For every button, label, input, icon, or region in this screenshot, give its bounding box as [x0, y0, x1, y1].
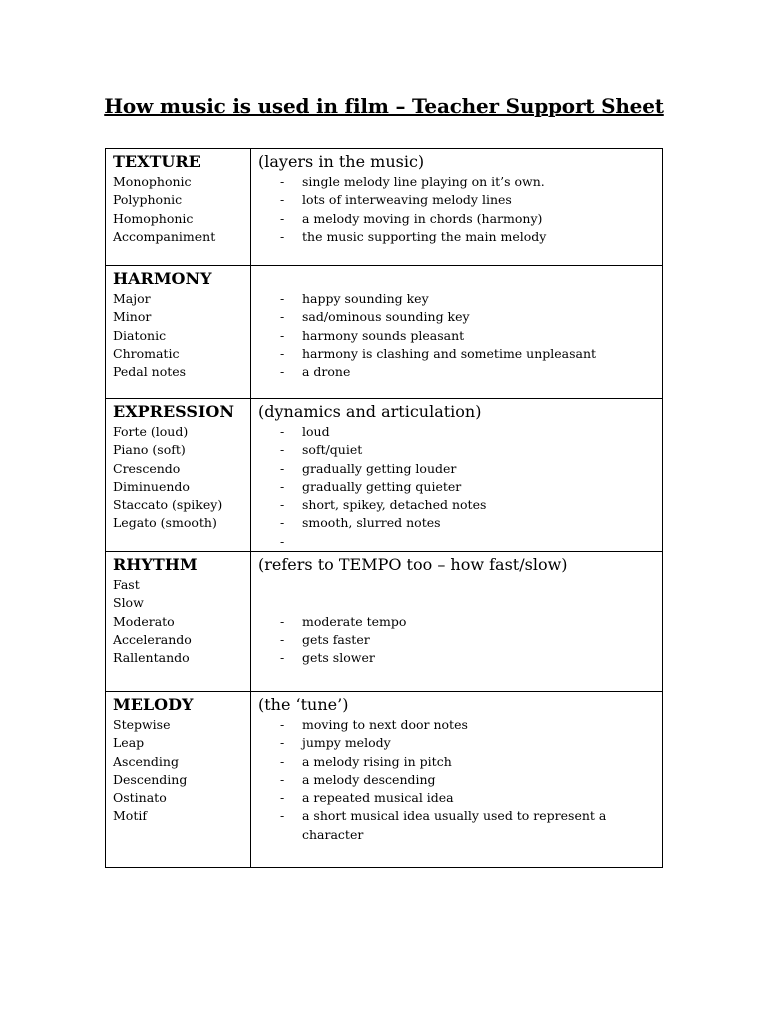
section-subtitle: (the ‘tune’) [258, 695, 349, 714]
section-heading: HARMONY [113, 269, 212, 288]
table-row-melody [106, 692, 663, 868]
section-heading: MELODY [113, 695, 194, 714]
term-cell [106, 149, 251, 266]
term: Minor [113, 309, 152, 325]
term-cell [106, 552, 251, 692]
definition-item: - a melody rising in pitch [280, 753, 452, 769]
term: Moderato [113, 613, 175, 629]
definition-item: - a short musical idea usually used to represent a character [280, 808, 607, 842]
definition-item: - the music supporting the main melody [280, 228, 547, 244]
definition-cell [251, 552, 663, 692]
definition-item: - gradually getting louder [280, 460, 457, 476]
term-cell [106, 692, 251, 868]
term: Descending [113, 771, 188, 787]
term: Major [113, 291, 151, 306]
page-title: How music is used in film – Teacher Support Sheet [104, 94, 664, 118]
term: Forte (loud) [113, 424, 189, 439]
definition-item: - short, spikey, detached notes [280, 497, 487, 513]
definition-item: - moving to next door notes [280, 717, 468, 732]
definition-item: - a melody descending [280, 771, 436, 787]
term: Polyphonic [113, 192, 183, 208]
section-subtitle: (refers to TEMPO too – how fast/slow) [258, 555, 568, 574]
term: Monophonic [113, 174, 192, 189]
definition-cell [251, 149, 663, 266]
term: Staccato (spikey) [113, 497, 223, 513]
definition-item: - loud [280, 424, 330, 439]
table-row-expression [106, 399, 663, 552]
section-heading: EXPRESSION [113, 402, 234, 421]
definition-cell [251, 692, 663, 868]
term: Crescendo [113, 460, 181, 476]
definition-cell: (dynamics and articulation) - loud - soft/quiet - gradually getting louder - gradually getting quieter - short, spikey, detached notes - smooth, slurred notes - [251, 399, 663, 552]
term: Chromatic [113, 345, 180, 361]
table-row-harmony [106, 266, 663, 399]
definition-item: - lots of interweaving melody lines [280, 192, 512, 208]
term: Pedal notes [113, 364, 187, 380]
term: Diatonic [113, 327, 167, 343]
definition-item: - gets faster [280, 631, 370, 647]
section-subtitle: (dynamics and articulation) [258, 402, 482, 421]
term: Accelerando [113, 631, 192, 647]
table-row-texture [106, 149, 663, 266]
section-subtitle: (layers in the music) [258, 152, 425, 171]
term: Stepwise [113, 717, 171, 732]
term: Ostinato [113, 790, 167, 806]
term: Slow [113, 595, 144, 611]
definition-item: - sad/ominous sounding key [280, 309, 470, 325]
definition-item: - a drone [280, 364, 351, 380]
definition-item: - smooth, slurred notes [280, 515, 441, 531]
term: Diminuendo [113, 478, 190, 494]
definition-item: - a melody moving in chords (harmony) [280, 210, 543, 226]
definition-item: - harmony sounds pleasant [280, 327, 465, 343]
definition-item: - jumpy melody [280, 735, 391, 751]
section-subtitle [258, 268, 662, 290]
term-cell [106, 266, 251, 399]
music-terms-table [105, 148, 663, 868]
term: Fast [113, 577, 140, 592]
term: Rallentando [113, 650, 190, 666]
definition-item: - happy sounding key [280, 291, 429, 306]
definition-item: - soft/quiet [280, 442, 363, 458]
term: Accompaniment [113, 228, 216, 244]
term: Leap [113, 735, 145, 751]
term-cell [106, 399, 251, 552]
term: Piano (soft) [113, 442, 186, 458]
definition-item: - gets slower [280, 650, 375, 666]
definition-item: - gradually getting quieter [280, 478, 462, 494]
definition-item: - a repeated musical idea [280, 790, 454, 806]
term: Homophonic [113, 210, 194, 226]
section-heading: TEXTURE [113, 152, 201, 171]
term: Ascending [113, 753, 179, 769]
table-row-rhythm [106, 552, 663, 692]
term: Legato (smooth) [113, 515, 217, 531]
definition-item: - single melody line playing on it’s own. [280, 174, 545, 189]
definition-cell [251, 266, 663, 399]
definition-item: - moderate tempo [280, 613, 407, 629]
term: Motif [113, 808, 147, 824]
section-heading: RHYTHM [113, 555, 198, 574]
definition-item: - harmony is clashing and sometime unpleasant [280, 345, 597, 361]
